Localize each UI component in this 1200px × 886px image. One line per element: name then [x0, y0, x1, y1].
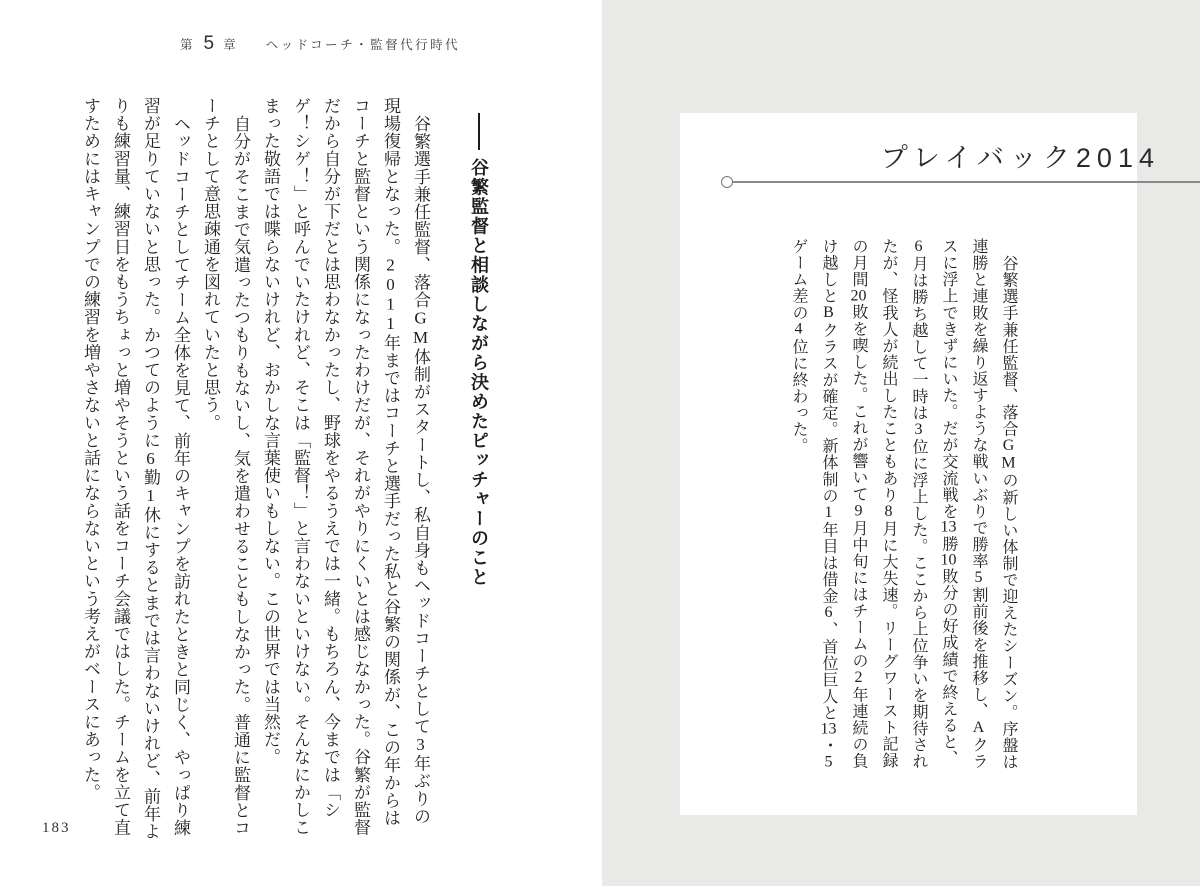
- chapter-header: [180, 32, 460, 56]
- section-heading: [465, 97, 492, 841]
- left-page-text-block: [75, 97, 492, 841]
- body-paragraph: 谷繁選手兼任監督、落合GM体制がスタートし、私自身もヘッドコーチとして3年ぶりの現場復帰となった。2011年まではコーチと選手だった私と谷繁の関係が、この年からはコーチと監督という関係になったわけだが、それがやりにくいとは感じなかった。谷繁が監督だから自分が下だとは思わなかったし、野球をやるうえでは一緒。もちろん、今までは「シゲ！シゲ！」と呼んでいたけれど、そこは「監督！」と言わないといけない。そんなにかしこまった敬語では喋らないけれど、おかしな言葉使いもしない。この世界では当然だ。: [261, 97, 430, 837]
- body-paragraph: 谷繁選手兼任監督、落合GMの新しい体制で迎えたシーズン。序盤は連勝と連敗を繰り返すような戦いぶりで勝率5割前後を推移し、Aクラスに浮上できずにいた。だが交流戦を13勝10敗分の好成績で終えると、6月は勝ち越して一時は3位に浮上した。ここから上位争いを期待されたが、怪我人が続出したこともあり8月に大失速。リーグワースト記録の月間20敗を喫した。これが響いて9月中旬にはチームの2年連続の負け越しとBクラスが確定。新体制の1年目は借金6、首位巨人と13・5ゲーム差の4位に終わった。: [790, 238, 1017, 772]
- chapter-prefix: 第: [180, 38, 195, 52]
- chapter-number: 5: [203, 33, 215, 54]
- title-rule-circle-icon: [721, 176, 733, 188]
- section-heading-text: 谷繁監督と相談しながら決めたピッチャーのこと: [469, 158, 489, 587]
- right-page-text-block: [781, 238, 1023, 772]
- chapter-suffix: 章: [223, 38, 238, 52]
- playback-title: プレイバック2014: [880, 143, 1160, 173]
- chapter-title: ヘッドコーチ・監督代行時代: [265, 38, 461, 52]
- page-number: 183: [42, 820, 71, 836]
- body-paragraph: 自分がそこまで気遣ったつもりもないし、気を遣わせることもしなかった。普通に監督とコーチとして意思疎通を図れていたと思う。: [201, 97, 250, 837]
- body-paragraph: ヘッドコーチとしてチーム全体を見て、前年のキャンプを訪れたときと同じく、やっぱり練習が足りていないと思った。かつてのように6勤1休にするとまでは言わないけれど、前年よりも練習量、練習日をもうちょっと増やそうという話をコーチ会議ではした。チームを立て直すためにはキャンプでの練習を増やさないと話にならないという考えがベースにあった。: [81, 97, 190, 841]
- title-rule-line: [733, 181, 1200, 183]
- heading-dash-icon: [478, 113, 480, 150]
- right-page: [602, 0, 1200, 886]
